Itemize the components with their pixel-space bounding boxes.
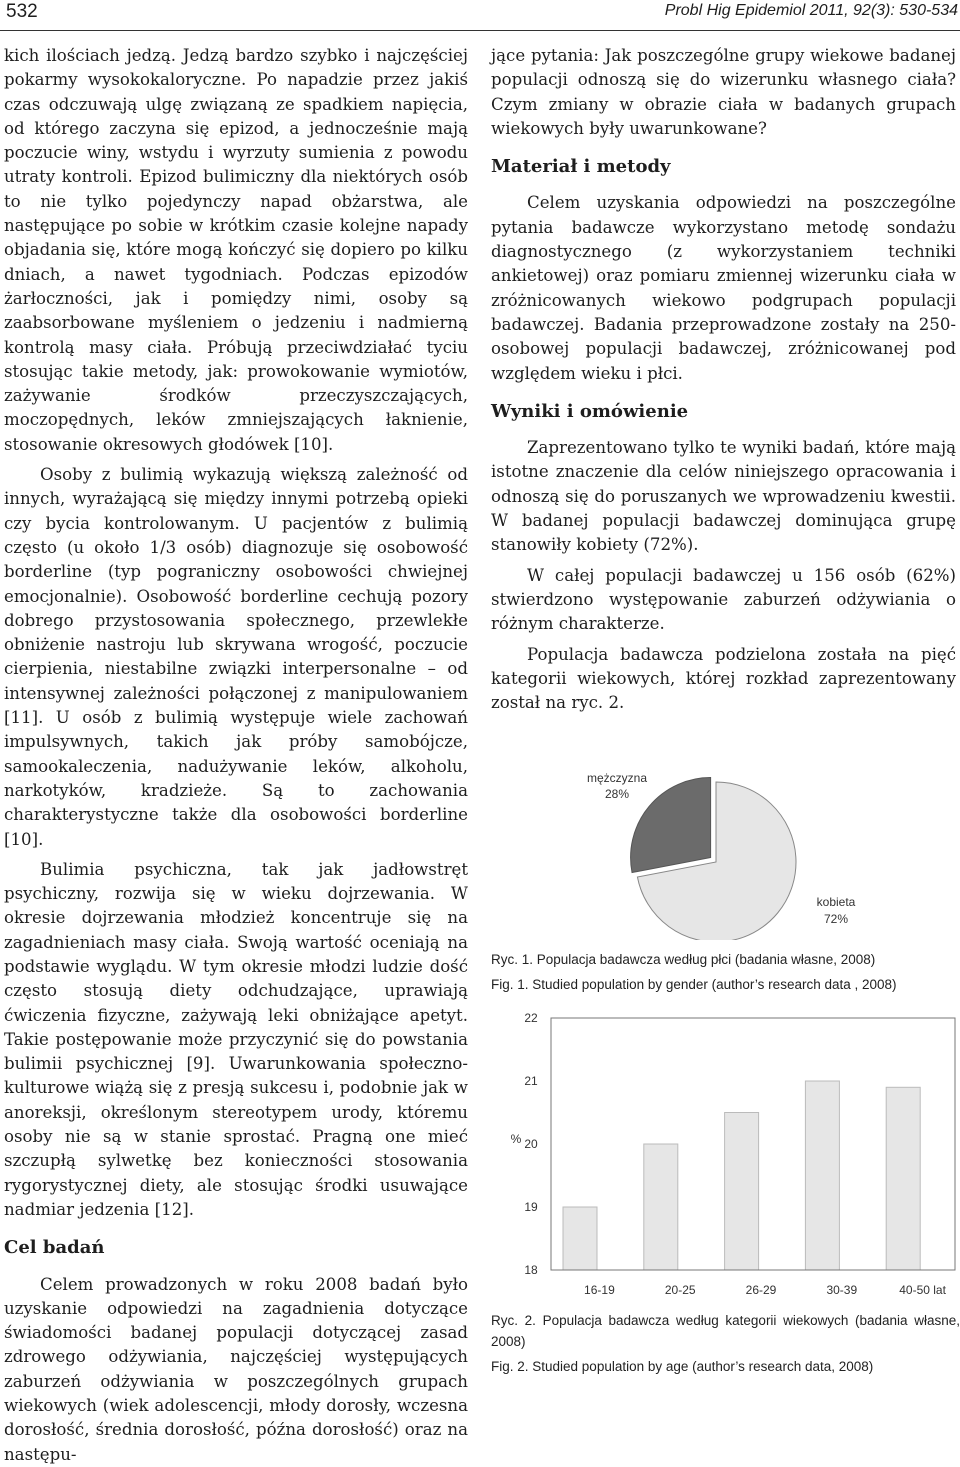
body-paragraph: Celem prowadzonych w roku 2008 badań było uzyskanie odpowiedzi na zagadnienia dotyczące świadomości badanej populacji dotyczącej zasad zdrowego odżywiania, najczęściej występujących zaburzeń odżywiania w poszczególnych grupach wiekowych (wiek adolescencji, młody dorosły, wczesna dorosłość, średnia dorosłość, późna dorosłość) oraz na następu- (4, 1274, 468, 1464)
body-paragraph: W całej populacji badawczej u 156 osób (62%) stwierdzono występowanie zaburzeń odżywiania o różnym charakterze. (491, 565, 956, 634)
bar-5 (886, 1087, 920, 1270)
figure-2-caption-pl: Ryc. 2. Populacja badawcza według kategorii wiekowych (badania własne, 2008) (491, 1313, 960, 1349)
x-tick-label: 26-29 (745, 1283, 777, 1297)
body-paragraph: Celem uzyskania odpowiedzi na poszczególne pytania badawcze wykorzystano metodę sondażu diagnostycznego (z wykorzystaniem techniki ankietowej) oraz pomiaru zmiennej wizerunku ciała w zróżnicowanych wiekowo podgrupach populacji badawczej. Badania przeprowadzone zostały na 250-osobowej populacji badawczej, zróżnicowanej pod względem wieku i płci. (491, 193, 956, 383)
right-column (491, 44, 956, 715)
x-tick-label: 30-39 (826, 1283, 858, 1297)
figure-2-caption-en: Fig. 2. Studied population by age (author’s research data, 2008) (491, 1359, 874, 1374)
pie-label-female: kobieta (816, 895, 856, 909)
pie-value-female: 72% (823, 912, 849, 926)
section-heading-results: Wyniki i omówienie (491, 400, 689, 422)
figure-1-caption-pl: Ryc. 1. Populacja badawcza według płci (badania własne, 2008) (491, 952, 876, 967)
pie-chart (491, 760, 960, 940)
pie-label-male: mężczyzna (586, 771, 648, 785)
journal-reference: Probl Hig Epidemiol 2011, 92(3): 530-534 (664, 2, 958, 19)
bar-2 (644, 1144, 678, 1270)
body-paragraph: Populacja badawcza podzielona została na pięć kategorii wiekowych, której rozkład zaprezentowany został na ryc. 2. (491, 644, 956, 713)
body-paragraph: kich ilościach jedzą. Jedzą bardzo szybko i najczęściej pokarmy wysokokaloryczne. Po napadzie przez jakiś czas odczuwają ulgę związaną ze spadkiem napięcia, od którego zaczyna się epizod, a jednocześnie mają poczucie winy, wstydu i wyrzuty sumienia z powodu utraty kontroli. Epizod bulimiczny dla niektórych osób to nie tylko pojedynczy napad obżarstwa, ale następujące po sobie w krótkim czasie kolejne napady objadania się, które mogą kończyć się dopiero po kilku dniach, a nawet tygodniach. Podczas epizodów żarłoczności, jak i pomiędzy nimi, osoby są zaabsorbowane myśleniem o jedzeniu i nadmierną kontrolą masy ciała. Próbują przeciwdziałać tyciu stosując takie metody, jak: prowokowanie wymiotów, zażywanie środków przeczyszczających, moczopędnych, leków zmniejszających łaknienie, stosowanie okresowych głodówek [10]. (4, 46, 468, 454)
left-column (4, 44, 468, 1467)
section-heading-aims: Cel badań (4, 1237, 105, 1259)
body-paragraph: Osoby z bulimią wykazują większą zależność od innych, wyrażającą się między innymi potrzebą opieki czy bycia kontrolowanym. U pacjentów z bulimią często (u około 1/3 osób) diagnozuje się osobowość borderline (typ pograniczny osobowości chwiejnej emocjonalnie). Osobowość borderline cechują pozory dobrego przystosowania społecznego, przewlekłe obniżenie nastroju lub skrywana wrogość, poczucie cierpienia, niestabilne związki interpersonalne – od intensywnej zależności połączonej z manipulowaniem [11]. U osób z bulimią występuje wiele zachowań impulsywnych, takich jak próby samobójcze, samookaleczenia, nadużywanie leków, alkoholu, narkotyków, kradzieże. Są to zachowania charakterystyczne także dla osobowości borderline [10]. (4, 465, 468, 849)
x-tick-label: 20-25 (664, 1283, 696, 1297)
page-number: 532 (6, 1, 38, 22)
body-paragraph: Zaprezentowano tylko te wyniki badań, które mają istotne znaczenie dla celów niniejszego opracowania i odnoszą się do poruszanych we wprowadzeniu kwestii. W badanej populacji badawczej dominująca grupę stanowiły kobiety (72%). (491, 438, 956, 555)
pie-slice-male (631, 778, 711, 873)
page-header (0, 0, 960, 30)
y-tick-label: 18 (524, 1263, 538, 1277)
body-paragraph: jące pytania: Jak poszczególne grupy wiekowe badanej populacji odnoszą się do wizerunku własnego ciała? Czym zmiany w obrazie ciała w badanych grupach wiekowych były uwarunkowane? (491, 46, 956, 138)
figure-1 (491, 760, 960, 990)
header-rule (0, 30, 960, 31)
y-axis-label: % (510, 1132, 522, 1146)
figure-2 (491, 1008, 960, 1388)
x-tick-label: 16-19 (584, 1283, 615, 1297)
bar-3 (725, 1113, 759, 1271)
bar-1 (563, 1207, 597, 1270)
body-paragraph: Bulimia psychiczna, tak jak jadłowstręt psychiczny, rozwija się w wieku dojrzewania. W okresie dojrzewania młodzież koncentruje się na zagadnieniach masy ciała. Swoją wartość oceniają na podstawie wyglądu. W tym okresie młodzi ludzie dość często stosują diety odchudzające, uprawiają ćwiczenia fizyczne, zażywają leki obniżające apetyt. Takie postępowanie może przyczynić się do powstania bulimii psychicznej [9]. Uwarunkowania społeczno-kulturowe wiążą się z presją sukcesu i, podobnie jak w anoreksji, określonym stereotypem urody, któremu osoby nie są w stanie sprostać. Pragną one mieć szczupłą sylwetkę bez konieczności stosowania rygorystycznej diety, ale stosując środki usuwające nadmiar jedzenia [12]. (4, 859, 468, 1219)
pie-value-male: 28% (604, 787, 630, 801)
y-tick-label: 20 (524, 1137, 538, 1151)
figure-1-caption-en: Fig. 1. Studied population by gender (author’s research data , 2008) (491, 977, 897, 992)
bar-chart (491, 1008, 960, 1303)
section-heading-methods: Materiał i metody (491, 156, 671, 178)
y-tick-label: 21 (524, 1074, 538, 1088)
y-tick-label: 22 (524, 1011, 538, 1025)
y-tick-label: 19 (524, 1200, 538, 1214)
x-tick-label: 40-50 lat (899, 1283, 946, 1297)
bar-4 (805, 1081, 839, 1270)
